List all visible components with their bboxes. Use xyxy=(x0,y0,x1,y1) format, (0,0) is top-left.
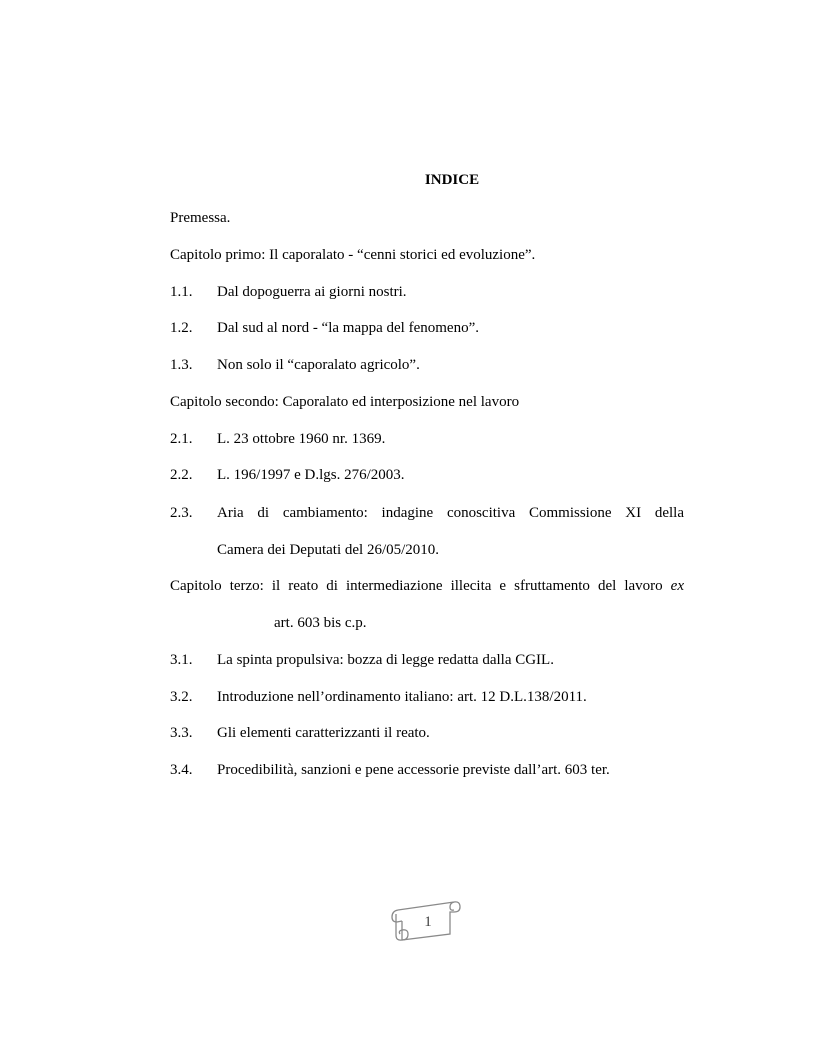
chapter-3-title-line-1 xyxy=(170,577,684,595)
page-title: INDICE xyxy=(424,172,480,188)
section-number: 2.1. xyxy=(170,431,193,447)
section-number: 3.2. xyxy=(170,689,193,705)
section-title: Procedibilità, sanzioni e pene accessorie previste dall’art. 603 ter. xyxy=(217,762,610,778)
section-number: 1.1. xyxy=(170,284,193,300)
chapter-3-title-italic: ex xyxy=(670,578,684,594)
section-number: 1.3. xyxy=(170,357,193,373)
section-title: Dal sud al nord - “la mappa del fenomeno”. xyxy=(217,320,479,336)
chapter-3-title-line-2: art. 603 bis c.p. xyxy=(274,615,367,631)
section-title: Dal dopoguerra ai giorni nostri. xyxy=(217,284,407,300)
section-title-line-2: Camera dei Deputati del 26/05/2010. xyxy=(217,542,440,558)
section-title: Gli elementi caratterizzanti il reato. xyxy=(217,725,430,741)
section-number: 3.1. xyxy=(170,652,193,668)
section-title: L. 23 ottobre 1960 nr. 1369. xyxy=(217,431,386,447)
section-number: 2.2. xyxy=(170,467,193,483)
chapter-2-title: Capitolo secondo: Caporalato ed interposizione nel lavoro xyxy=(170,394,520,410)
section-number: 2.3. xyxy=(170,505,193,521)
page-number: 1 xyxy=(424,914,432,930)
section-title: Introduzione nell’ordinamento italiano: art. 12 D.L.138/2011. xyxy=(217,689,587,705)
section-number: 3.4. xyxy=(170,762,193,778)
chapter-1-title: Capitolo primo: Il caporalato - “cenni storici ed evoluzione”. xyxy=(170,247,536,263)
section-title: L. 196/1997 e D.lgs. 276/2003. xyxy=(217,467,405,483)
section-number: 3.3. xyxy=(170,725,193,741)
section-title: La spinta propulsiva: bozza di legge redatta dalla CGIL. xyxy=(217,652,554,668)
section-title: Non solo il “caporalato agricolo”. xyxy=(217,357,420,373)
section-title-line-1: Aria di cambiamento: indagine conoscitiva Commissione XI della xyxy=(217,505,684,521)
chapter-3-title-text: Capitolo terzo: il reato di intermediazione illecita e sfruttamento del lavoro xyxy=(170,578,663,594)
section-number: 1.2. xyxy=(170,320,193,336)
premessa-entry: Premessa. xyxy=(170,210,231,226)
